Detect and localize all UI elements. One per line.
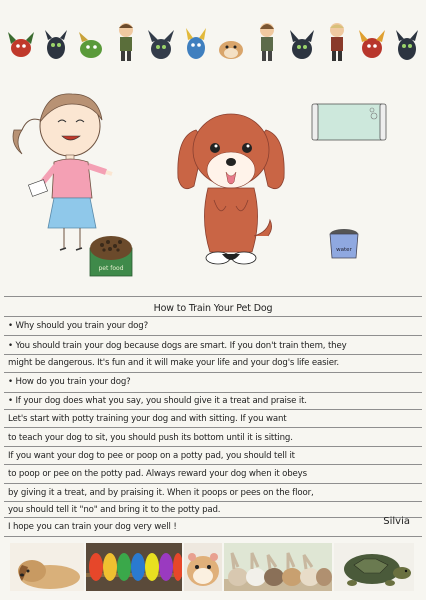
text-line: might be dangerous. It's fun and it will make your life and your dog's life easier.: [8, 358, 340, 368]
text-line: If you want your dog to pee or poop on a potty pad, you should tell it: [8, 451, 295, 461]
dragon-sticker: [43, 18, 69, 62]
dog-drawing: [178, 114, 284, 264]
girl-drawing: [13, 94, 112, 250]
water-bowl-label: water: [336, 247, 352, 253]
text-line: by giving it a treat, and by praising it. When it poops or pees on the floor,: [8, 488, 314, 498]
boy-sticker: [324, 18, 350, 62]
ruled-line: [4, 483, 422, 484]
dragon-sticker: [148, 18, 174, 62]
boy-sticker: [254, 18, 280, 62]
ruled-line: [4, 296, 422, 297]
turtle-photo: [334, 543, 414, 591]
photo-border: [10, 543, 416, 591]
ruled-line: [4, 316, 422, 317]
ruled-line: [4, 354, 422, 355]
text-line: Let's start with potty training your dog and with sitting. If you want: [8, 414, 287, 424]
pet-carrier-drawing: [312, 104, 386, 140]
ruled-line: [4, 517, 422, 518]
ruled-line: [4, 392, 422, 393]
water-bowl: [330, 229, 358, 258]
dragon-sticker: [289, 18, 315, 62]
food-bag-label: pet food: [98, 265, 124, 272]
text-line: to teach your dog to sit, you should push its bottom until it is sitting.: [8, 433, 293, 443]
rabbits-photo: [224, 543, 332, 591]
dragon-sticker: [8, 18, 34, 62]
ruled-line: [4, 372, 422, 373]
ruled-line: [4, 501, 422, 502]
ruled-line: [4, 464, 422, 465]
ruled-line: [4, 335, 422, 336]
signature: Silvia: [383, 516, 410, 527]
text-line: • You should train your dog because dogs are smart. If you don't train them, they: [8, 341, 347, 351]
hamster-photo: [184, 543, 222, 591]
illustration: [0, 70, 426, 290]
text-line: • If your dog does what you say, you should give it a treat and praise it.: [8, 396, 307, 406]
puppy-photo: [10, 543, 84, 591]
dragon-sticker: [359, 18, 385, 62]
ruled-line: [4, 446, 422, 447]
text-line: • Why should you train your dog?: [8, 321, 149, 331]
text-line: you should tell it "no" and bring it to the potty pad.: [8, 505, 221, 515]
parrots-photo: [86, 543, 182, 591]
dragon-sticker: [183, 18, 209, 62]
ruled-line: [4, 427, 422, 428]
ruled-line: [4, 409, 422, 410]
lined-writing-area: [4, 296, 422, 542]
ruled-line: [4, 536, 422, 537]
boy-sticker: [113, 18, 139, 62]
dragon-sticker: [78, 18, 104, 62]
text-line: I hope you can train your dog very well !: [8, 522, 177, 532]
hamster-sticker: [218, 18, 244, 62]
text-line: to poop or pee on the potty pad. Always reward your dog when it obeys: [8, 469, 307, 479]
page-title: How to Train Your Pet Dog: [153, 303, 273, 314]
sticker-border: [8, 10, 420, 62]
dragon-sticker: [394, 18, 420, 62]
pet-food-bag: [90, 236, 132, 276]
text-line: • How do you train your dog?: [8, 377, 131, 387]
